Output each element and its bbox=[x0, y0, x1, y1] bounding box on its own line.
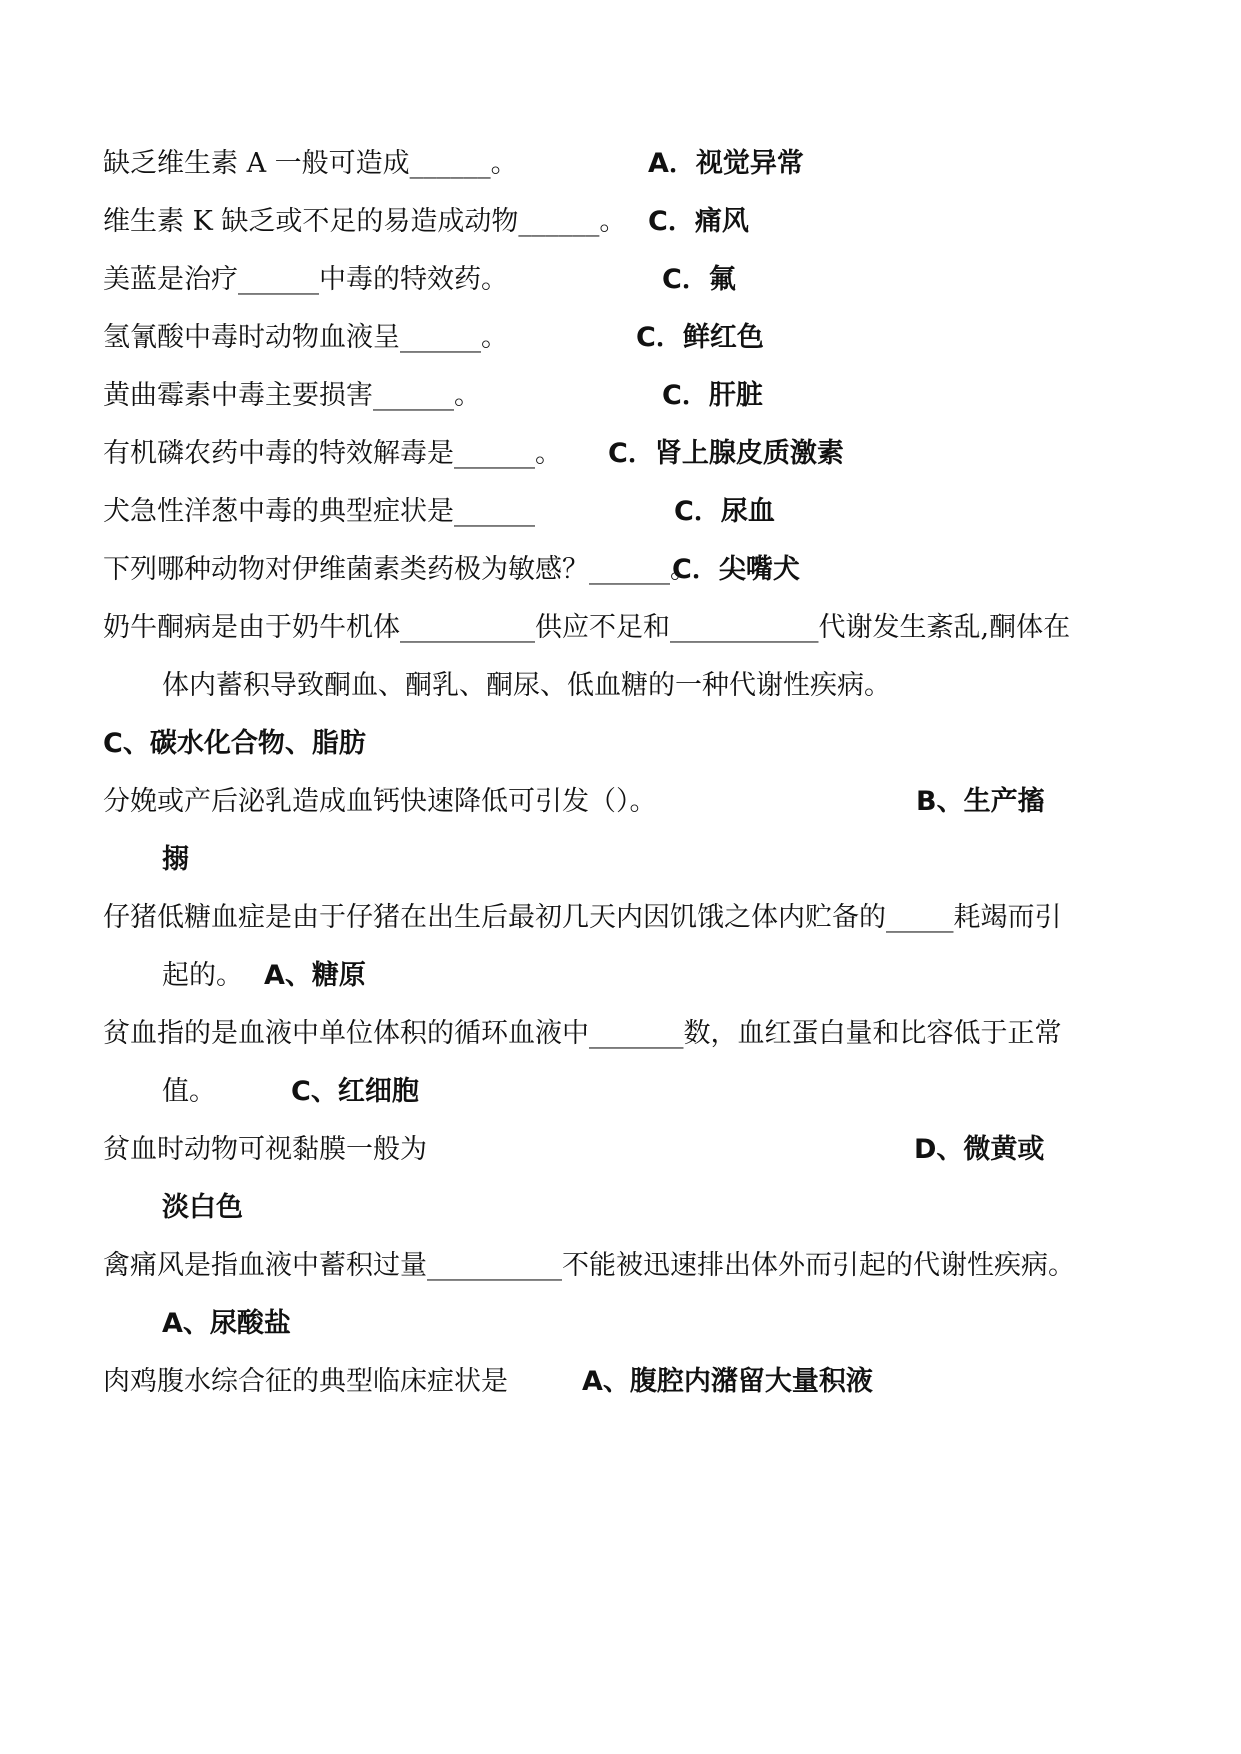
answer-14: A、尿酸盐 bbox=[162, 1308, 291, 1339]
question-8: 下列哪种动物对伊维菌素类药极为敏感？______。 bbox=[103, 554, 697, 585]
answer-15: A、腹腔内潴留大量积液 bbox=[582, 1366, 873, 1397]
question-6: 有机磷农药中毒的特效解毒是______。 bbox=[103, 438, 562, 469]
question-7: 犬急性洋葱中毒的典型症状是______ bbox=[103, 496, 535, 527]
question-13: 贫血时动物可视黏膜一般为 bbox=[103, 1134, 427, 1165]
answer-10-part-1: B、生产搐 bbox=[916, 786, 1045, 817]
answer-11: A、糖原 bbox=[264, 960, 366, 991]
answer-9: C、碳水化合物、脂肪 bbox=[103, 728, 366, 759]
question-1: 缺乏维生素 A 一般可造成______。 bbox=[103, 148, 518, 179]
question-15: 肉鸡腹水综合征的典型临床症状是 bbox=[103, 1366, 508, 1397]
answer-12: C、红细胞 bbox=[291, 1076, 419, 1107]
question-4: 氢氰酸中毒时动物血液呈______。 bbox=[103, 322, 508, 353]
question-3: 美蓝是治疗______中毒的特效药。 bbox=[103, 264, 508, 295]
answer-1: A．视觉异常 bbox=[648, 148, 804, 179]
question-11-line-2: 起的。 bbox=[162, 960, 243, 991]
answer-8: C．尖嘴犬 bbox=[672, 554, 800, 585]
question-2: 维生素 K 缺乏或不足的易造成动物______。 bbox=[103, 206, 627, 237]
question-14: 禽痛风是指血液中蓄积过量__________不能被迅速排出体外而引起的代谢性疾病。 bbox=[103, 1250, 1075, 1281]
answer-10-part-2: 搦 bbox=[162, 844, 189, 875]
question-12-line-2: 值。 bbox=[162, 1076, 216, 1107]
question-10: 分娩或产后泌乳造成血钙快速降低可引发（）。 bbox=[103, 786, 657, 817]
answer-13-part-1: D、微黄或 bbox=[914, 1134, 1045, 1165]
question-9-line-2: 体内蓄积导致酮血、酮乳、酮尿、低血糖的一种代谢性疾病。 bbox=[162, 670, 891, 701]
answer-7: C．尿血 bbox=[674, 496, 775, 527]
question-11-line-1: 仔猪低糖血症是由于仔猪在出生后最初几天内因饥饿之体内贮备的_____耗竭而引 bbox=[103, 902, 1062, 933]
answer-6: C．肾上腺皮质激素 bbox=[608, 438, 844, 469]
answer-5: C．肝脏 bbox=[662, 380, 763, 411]
question-12-line-1: 贫血指的是血液中单位体积的循环血液中_______数，血红蛋白量和比容低于正常 bbox=[103, 1018, 1062, 1049]
answer-2: C．痛风 bbox=[648, 206, 749, 237]
answer-4: C．鲜红色 bbox=[636, 322, 764, 353]
question-5: 黄曲霉素中毒主要损害______。 bbox=[103, 380, 481, 411]
answer-3: C．氟 bbox=[662, 264, 736, 295]
answer-13-part-2: 淡白色 bbox=[162, 1192, 243, 1223]
question-9-line-1: 奶牛酮病是由于奶牛机体__________供应不足和___________代谢发生紊乱,酮体在 bbox=[103, 612, 1071, 643]
